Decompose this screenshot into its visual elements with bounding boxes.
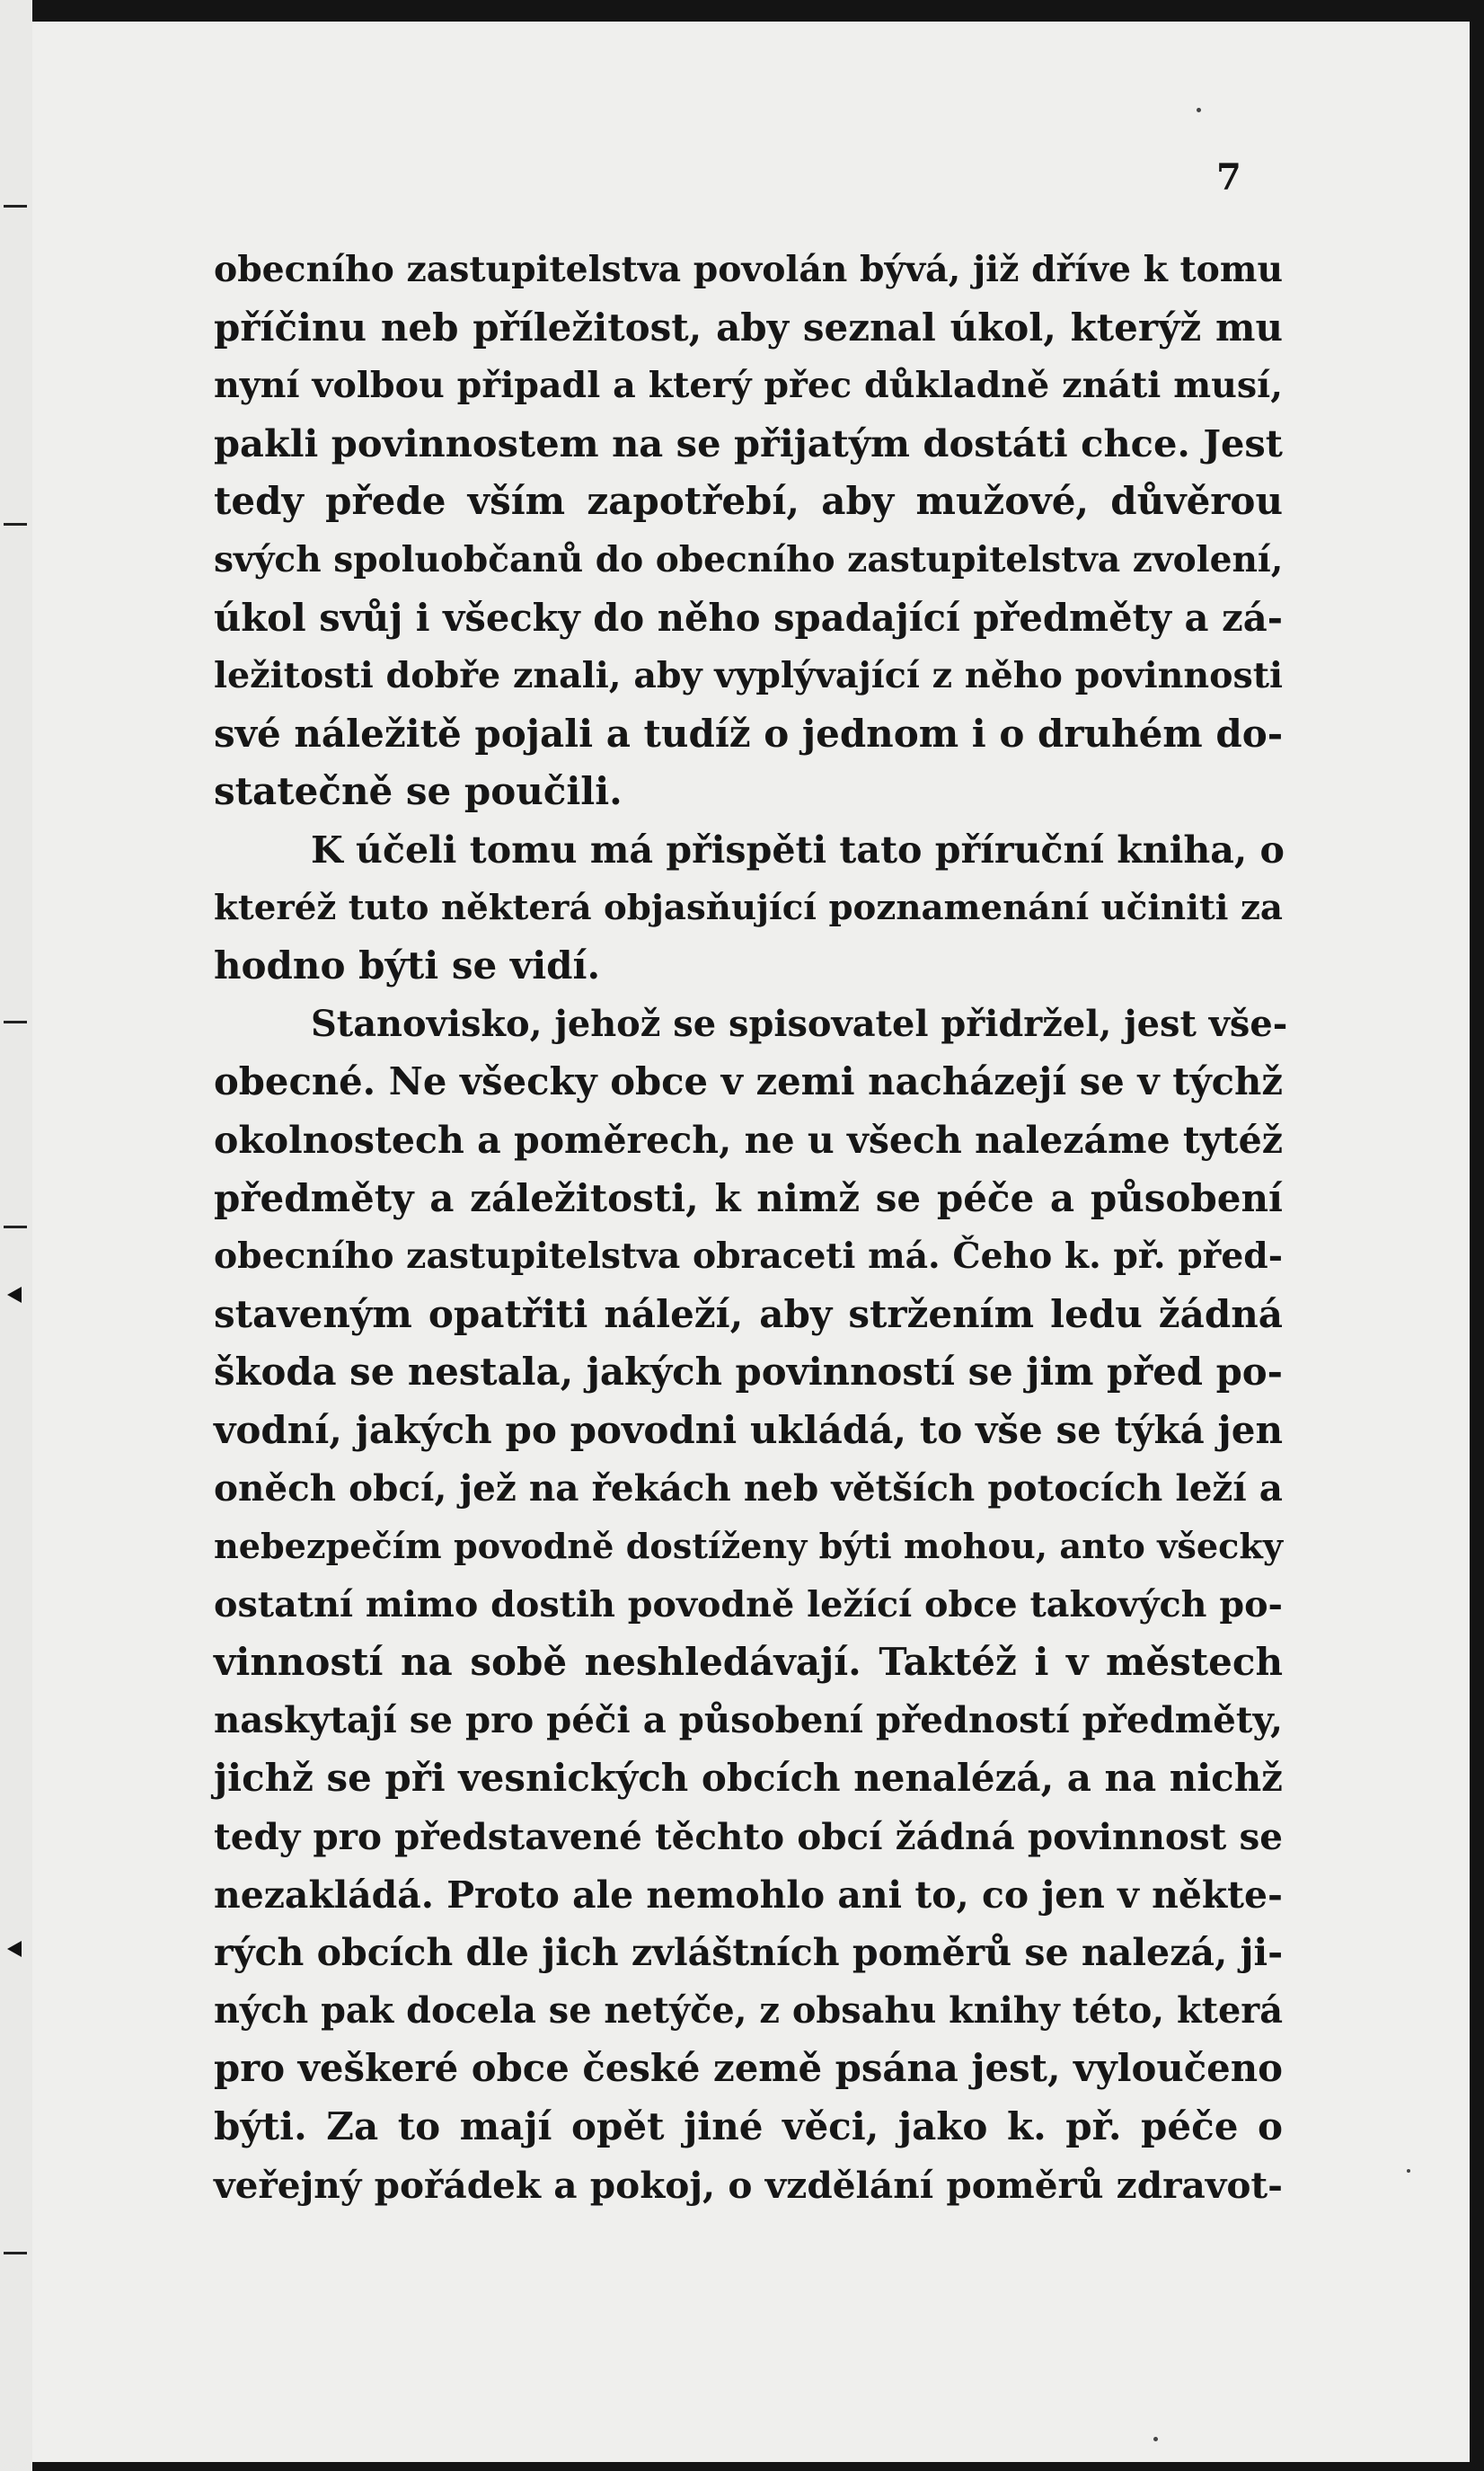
text-line: svých spoluobčanů do obecního zastupitelstva zvolení, — [214, 538, 1284, 580]
text-line: rých obcích dle jich zvláštních poměrů se nalezá, ji- — [214, 1930, 1284, 1975]
text-line: ných pak docela se netýče, z obsahu knihy této, která — [214, 1989, 1283, 2032]
binding-mark — [4, 205, 27, 208]
binding-mark — [4, 1021, 27, 1023]
body-text — [214, 241, 1288, 2214]
text-line: úkol svůj i všecky do něho spadající předměty a zá- — [214, 595, 1283, 640]
text-line: své náležitě pojali a tudíž o jednom i o druhém do- — [214, 711, 1284, 756]
text-line: nyní volbou připadl a který přec důkladně znáti musí, — [214, 365, 1283, 407]
text-line: pro veškeré obce české země psána jest, vyloučeno — [214, 2046, 1283, 2091]
text-line: tedy přede vším zapotřebí, aby mužové, důvěrou — [214, 479, 1283, 524]
text-line: hodno býti se vidí. — [214, 943, 601, 988]
text-line: vodní, jakých po povodni ukládá, to vše se týká jen — [214, 1407, 1283, 1452]
book-page — [32, 22, 1470, 2462]
binding-edge — [0, 0, 35, 2471]
text-line: jichž se při vesnických obcích nenalézá, a na nichž — [214, 1756, 1283, 1801]
text-line: příčinu neb příležitost, aby seznal úkol, kterýž mu — [214, 305, 1283, 350]
text-line: býti. Za to mají opět jiné věci, jako k. př. péče o — [214, 2104, 1283, 2148]
page-number: 7 — [1216, 156, 1241, 199]
text-line: K účeli tomu má přispěti tato příruční kniha, o — [311, 827, 1285, 872]
text-line: veřejný pořádek a pokoj, o vzdělání poměrů zdravot- — [214, 2163, 1283, 2207]
paper-speck — [1407, 2169, 1410, 2173]
text-line: Stanovisko, jehož se spisovatel přidržel, jest vše- — [311, 1003, 1288, 1045]
paper-speck — [1197, 108, 1201, 112]
text-line: vinností na sobě neshledávají. Taktéž i v městech — [214, 1640, 1283, 1685]
text-line: nebezpečím povodně dostíženy býti mohou, anto všecky — [214, 1526, 1283, 1567]
binding-mark — [4, 2252, 27, 2254]
text-line: škoda se nestala, jakých povinností se jim před po- — [214, 1350, 1283, 1395]
text-line: ostatní mimo dostih povodně ležící obce takových po- — [214, 1583, 1283, 1625]
text-line: nezakládá. Proto ale nemohlo ani to, co jen v někte- — [214, 1873, 1283, 1917]
text-line: tedy pro představené těchto obcí žádná povinnost se — [214, 1815, 1283, 1859]
text-line: obecné. Ne všecky obce v zemi nacházejí se v týchž — [214, 1059, 1283, 1104]
text-line: okolnostech a poměrech, ne u všech nalezáme tytéž — [214, 1117, 1283, 1162]
text-line: předměty a záležitosti, k nimž se péče a působení — [214, 1175, 1283, 1220]
text-line: obecního zastupitelstva povolán bývá, již dříve k tomu — [214, 249, 1284, 290]
text-line: ležitosti dobře znali, aby vyplývající z něho povinnosti — [214, 655, 1283, 697]
binding-mark — [4, 523, 27, 526]
paper-speck — [1153, 2437, 1158, 2441]
binding-mark — [4, 1226, 27, 1228]
text-line: staveným opatřiti náleží, aby stržením ledu žádná — [214, 1291, 1283, 1336]
text-line: pakli povinnostem na se přijatým dostáti chce. Jest — [214, 421, 1283, 465]
text-line: oněch obcí, jež na řekách neb větších potocích leží a — [214, 1466, 1283, 1510]
text-line: kteréž tuto některá objasňující poznamenání učiniti za — [214, 887, 1284, 928]
binding-mark — [7, 1941, 22, 1957]
binding-mark — [7, 1287, 22, 1303]
text-line: naskytají se pro péči a působení předností předměty, — [214, 1698, 1283, 1741]
text-line: obecního zastupitelstva obraceti má. Čeho k. př. před- — [214, 1236, 1283, 1278]
text-line: statečně se poučili. — [214, 769, 623, 814]
